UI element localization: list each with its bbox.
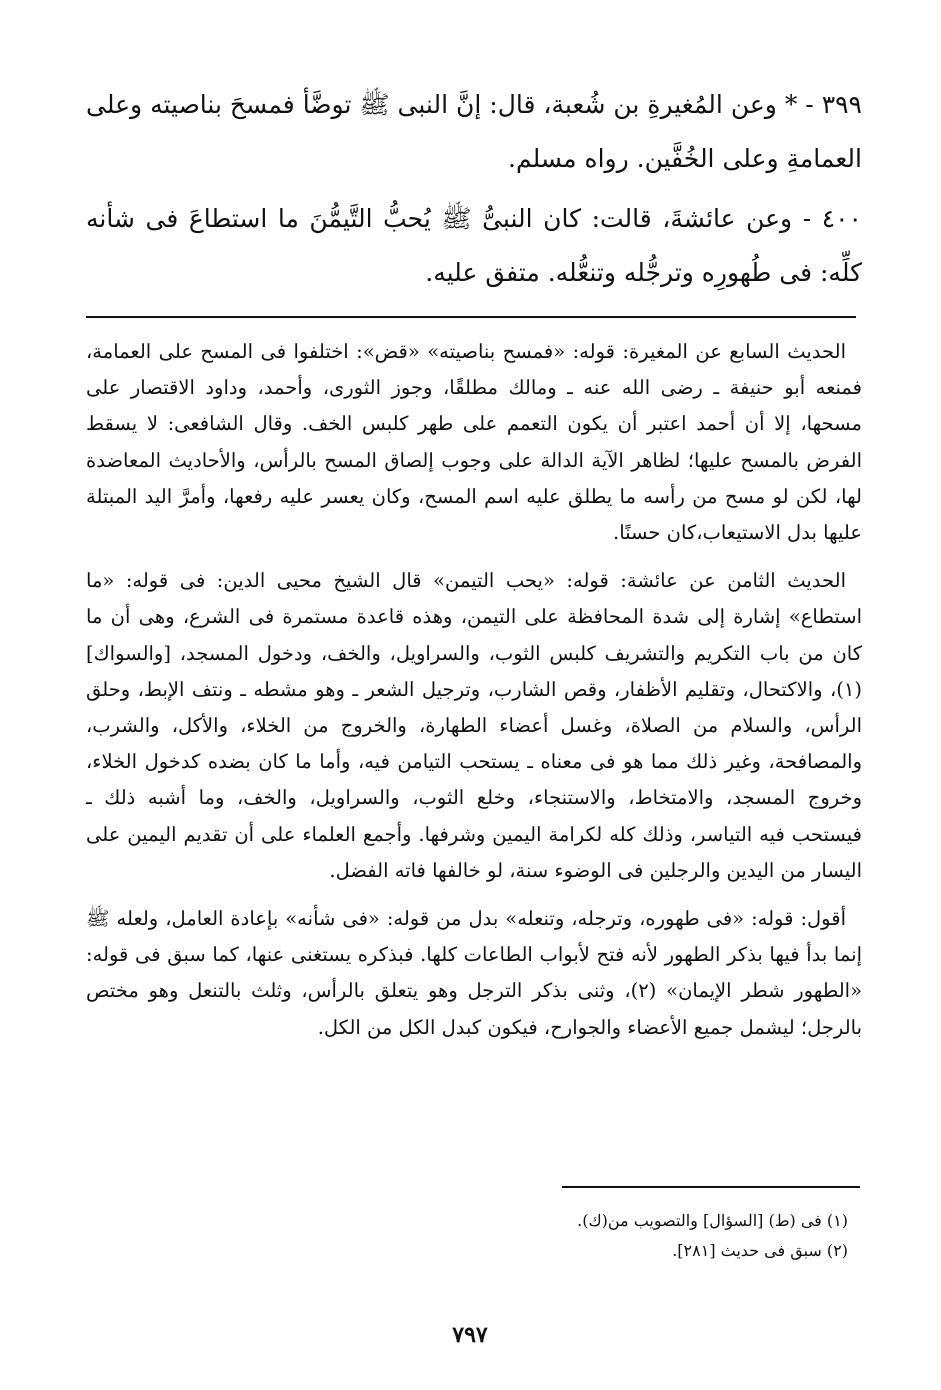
section-divider	[86, 316, 856, 318]
commentary-paragraph-1: الحديث السابع عن المغيرة: قوله: «فمسح بناصيته» «قض»: اختلفوا فى المسح على العمامة، فمنعه أبو حنيفة ـ رضى الله عنه ـ ومالك مطلقًا، وجوز الثورى، وأحمد، وداود الاقتصار على مسحها، إلا أن أحمد اعتبر أن يكون التعمم على طهر كلبس الخف. وقال الشافعى: لا يسقط الفرض بالمسح عليها؛ لظاهر الآية الدالة على وجوب إلصاق المسح بالرأس، والأحاديث المعاضدة لها، لكن لو مسح من رأسه ما يطلق عليه اسم المسح، وكان يعسر عليه رفعها، وأمرَّ اليد المبتلة عليها بدل الاستيعاب،كان حسنًا.	[86, 340, 862, 545]
page-number: ٧٩٧	[452, 1322, 488, 1348]
footnote-2: (٢) سبق فى حديث [٢٨١].	[672, 1241, 848, 1260]
hadith-399: ٣٩٩ - * وعن المُغيرةِ بن شُعبة، قال: إنَّ النبى ﷺ توضَّأ فمسحَ بناصيته وعلى العمامةِ وعلى الخُفَّين. رواه مسلم.	[86, 90, 862, 173]
hadith-400: ٤٠٠ - وعن عائشةَ، قالت: كان النبىُّ ﷺ يُحبُّ التَّيمُّنَ ما استطاعَ فى شأنه كلِّه: فى طُهورِه وترجُّله وتنعُّله. متفق عليه.	[86, 204, 862, 287]
commentary-paragraph-3: أقول: قوله: «فى طهوره، وترجله، وتنعله» بدل من قوله: «فى شأنه» بإعادة العامل، ولعله ﷺ إنما بدأ فيها بذكر الطهور لأنه فتح لأبواب الطاعات كلها. فبذكره يستغنى عنها، كما سبق فى قوله: «الطهور شطر الإيمان» (٢)، وثنى بذكر الترجل وهو يتعلق بالرأس، وثلث بالتنعل وهو مختص بالرجل؛ ليشمل جميع الأعضاء والجوارح، فيكون كبدل الكل من الكل.	[86, 907, 862, 1039]
hadith-text-block	[86, 78, 862, 306]
footnote-1: (١) فى (ط) [السؤال] والتصويب من(ك).	[577, 1211, 848, 1230]
commentary-paragraph-2: الحديث الثامن عن عائشة: قوله: «يحب التيمن» قال الشيخ محيى الدين: فى قوله: «ما استطاع» إشارة إلى شدة المحافظة على التيمن، وهذه قاعدة مستمرة فى الشرع، وهى أن ما كان من باب التكريم والتشريف كلبس الثوب، والسراويل، والخف، ودخول المسجد، [والسواك](١)، والاكتحال، وتقليم الأظفار، وقص الشارب، وترجيل الشعر ـ وهو مشطه ـ ونتف الإبط، وحلق الرأس، والسلام من الصلاة، وغسل أعضاء الطهارة، والخروج من الخلاء، والأكل، والشرب، والمصافحة، وغير ذلك مما هو فى معناه ـ يستحب التيامن فيه، وأما ما كان بضده كدخول الخلاء، وخروج المسجد، والامتخاط، والاستنجاء، وخلع الثوب، والسراويل، والخف، وما أشبه ذلك ـ فيستحب فيه التياسر، وذلك كله لكرامة اليمين وشرفها. وأجمع العلماء على أن تقديم اليمين على اليسار من اليدين والرجلين فى الوضوء سنة، لو خالفها فاته الفضل.	[86, 569, 862, 882]
commentary-block	[86, 334, 862, 1058]
footnotes-block	[300, 1206, 848, 1266]
footnote-divider	[562, 1186, 860, 1188]
